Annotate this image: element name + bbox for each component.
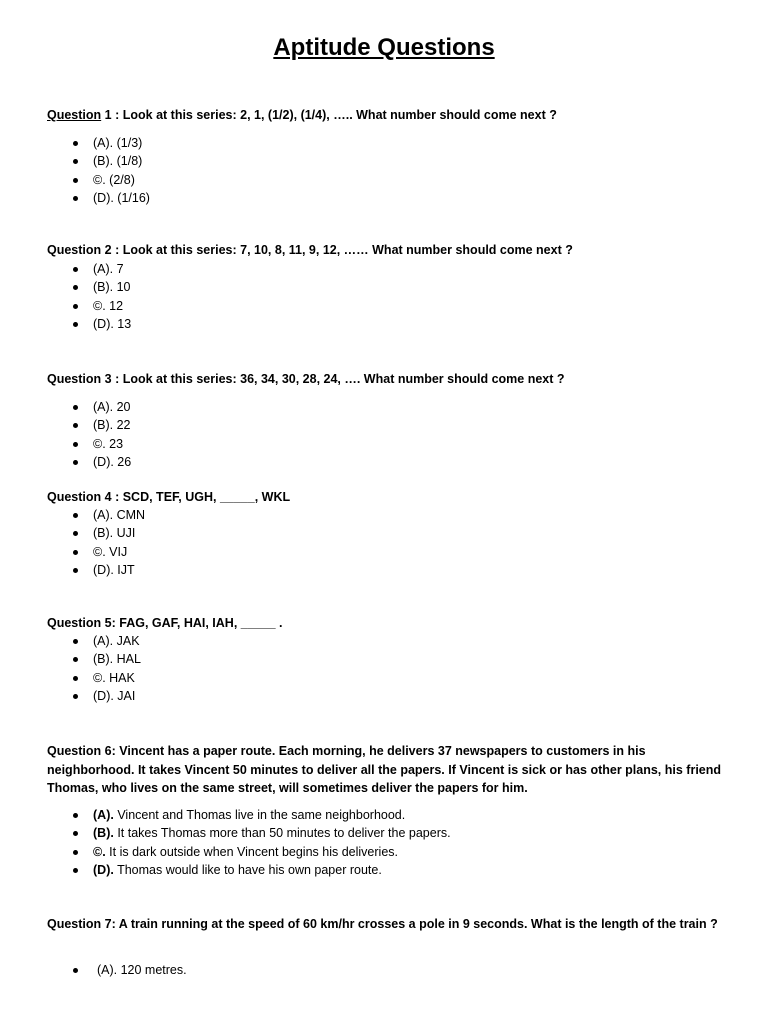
question-7-label: Question 7: [47,917,116,931]
option-a: (A). 120 metres. [47,961,727,979]
question-5-text: FAG, GAF, HAI, IAH, _____ . [119,616,283,630]
option-d [47,861,727,879]
option-key: (D). [93,863,114,878]
question-3-text: Look at this series: 36, 34, 30, 28, 24, …. What number should come next ? [122,372,565,386]
question-3 [47,370,727,389]
question-6-options [47,806,727,880]
question-4-label: Question 4 : [47,490,120,504]
option-key: (A). [93,808,114,822]
question-2-label: Question 2 : [47,243,120,257]
option-b: (B). 10 [47,278,727,296]
question-6-label: Question 6: [47,744,116,758]
option-c: ©. VIJ [47,543,727,561]
question-7 [47,915,727,934]
question-5-options [47,632,727,706]
question-1-label: Question [47,108,102,122]
page-title: Aptitude Questions [273,34,495,61]
option-c: ©. (2/8) [47,171,727,189]
option-c [47,843,727,861]
question-5-label: Question 5: [47,616,116,630]
option-d: (D). (1/16) [47,189,727,207]
question-1-text: Look at this series: 2, 1, (1/2), (1/4), ….. What number should come next ? [122,108,557,122]
question-4 [47,488,727,507]
option-a: (A). 20 [47,398,727,416]
question-4-options [47,506,727,580]
option-text: It takes Thomas more than 50 minutes to deliver the papers. [117,826,451,841]
question-6 [47,742,727,798]
option-b: (B). (1/8) [47,152,727,170]
question-2 [47,241,727,260]
question-4-text: SCD, TEF, UGH, _____, WKL [122,490,291,504]
question-1 [47,106,727,125]
option-c: ©. 23 [47,435,727,453]
option-d: (D). 13 [47,315,727,333]
option-b: (B). 22 [47,416,727,434]
question-3-label: Question 3 : [47,372,120,386]
option-key: (B). [93,826,114,841]
option-a [47,806,727,824]
option-text: Thomas would like to have his own paper route. [117,863,382,878]
option-text: Vincent and Thomas live in the same neighborhood. [117,808,406,822]
question-3-options [47,398,727,472]
option-d: (D). JAI [47,687,727,705]
option-a: (A). JAK [47,632,727,650]
question-5 [47,614,727,633]
option-text: It is dark outside when Vincent begins his deliveries. [109,844,398,859]
question-2-text: Look at this series: 7, 10, 8, 11, 9, 12, …… What number should come next ? [122,243,573,257]
option-b [47,824,727,842]
option-c: ©. 12 [47,297,727,315]
option-a: (A). 7 [47,260,727,278]
option-a: (A). CMN [47,506,727,524]
option-c: ©. HAK [47,669,727,687]
option-key: ©. [93,844,106,859]
option-d: (D). 26 [47,453,727,471]
question-1-options [47,134,727,208]
question-2-options [47,260,727,334]
question-1-number: 1 : [104,108,120,122]
question-6-text: Vincent has a paper route. Each morning, he delivers 37 newspapers to customers in his neighborhood. It takes Vincent 50 minutes to deliver all the papers. If Vincent is sick or has other plans, his friend Thomas, who lives on the same street, will sometimes deliver the papers for him. [47,744,722,795]
question-7-text: A train running at the speed of 60 km/hr crosses a pole in 9 seconds. What is the length of the train ? [118,917,718,931]
option-b: (B). HAL [47,650,727,668]
question-7-options [47,961,727,979]
option-a: (A). (1/3) [47,134,727,152]
option-d: (D). IJT [47,561,727,579]
option-b: (B). UJI [47,524,727,542]
